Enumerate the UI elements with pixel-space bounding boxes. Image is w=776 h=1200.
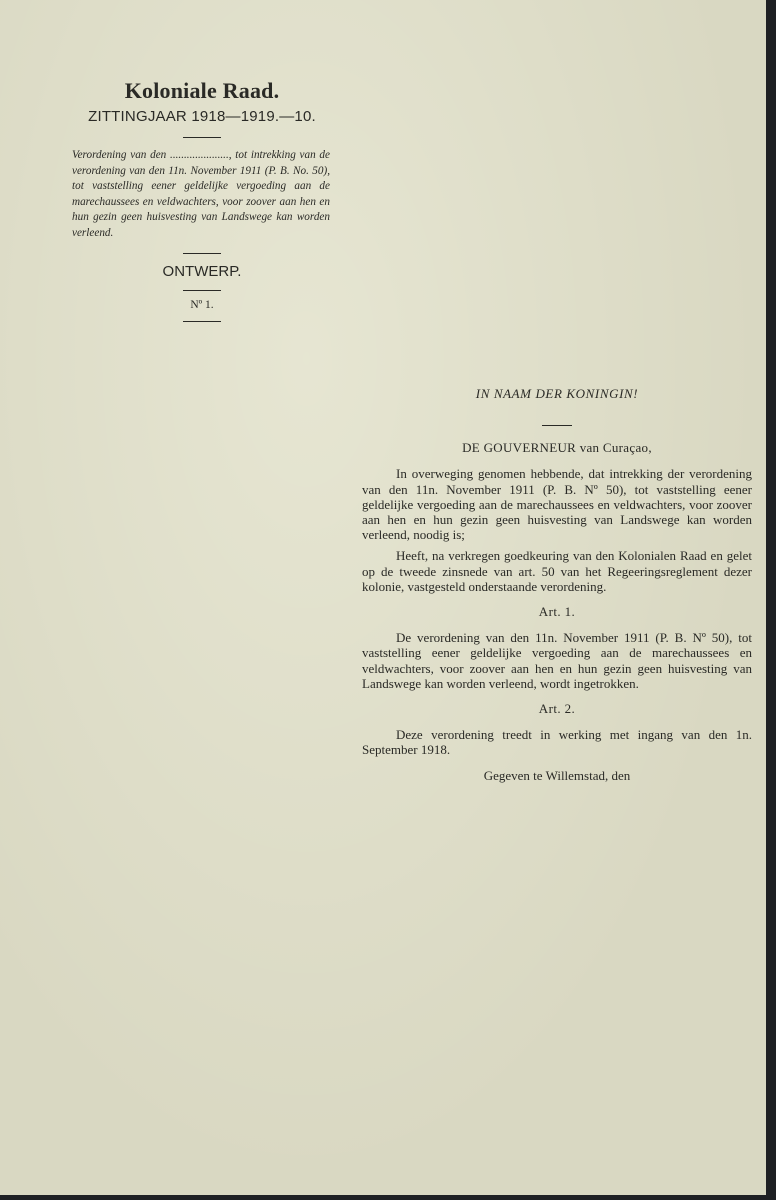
article-heading: Art. 2. <box>538 701 576 717</box>
decree-body <box>362 386 752 783</box>
draft-label: ONTWERP. <box>162 262 242 280</box>
draft-number: Nº 1. <box>190 298 214 311</box>
divider <box>183 290 221 291</box>
divider <box>183 137 221 138</box>
closing-line: Gegeven te Willemstad, den <box>483 767 631 783</box>
article-heading: Art. 1. <box>538 604 576 620</box>
approval-paragraph: Heeft, na verkregen goedkeuring van den Kolonialen Raad en gelet op de tweede zinsnede van art. 50 van het Regeeringsreglement dezer kolonie, vastgesteld onderstaande verordening. <box>362 548 752 594</box>
ordinance-description: Verordening van den ....................., tot intrekking van de verordening van den 11n. November 1911 (P. B. No. 50), tot vaststelling eener geldelijke vergoeding aan de marechaussees en veldwachters, voor zoover aan hen en hun gezin geen huisvesting van Landswege kan worden verleend. <box>72 149 330 239</box>
session-year: ZITTINGJAAR 1918—1919.—10. <box>88 108 316 125</box>
header-column <box>68 78 336 322</box>
divider <box>542 425 572 426</box>
article-text: Deze verordening treedt in werking met ingang van den 1n. September 1918. <box>362 727 752 758</box>
divider <box>183 253 221 254</box>
considering-paragraph: In overweging genomen hebbende, dat intrekking der verordening van den 11n. November 1911 (P. B. Nº 50), tot vaststelling eener geldelijke vergoeding aan de marechaussees en veldwachters, voor zoover aan hen en hun gezin geen huisvesting van Landswege kan worden verleend, noodig is; <box>362 466 752 543</box>
scan-border-right <box>766 0 776 1200</box>
council-title: Koloniale Raad. <box>124 78 280 103</box>
divider <box>183 321 221 322</box>
issuer-line: DE GOUVERNEUR van Curaçao, <box>462 440 652 456</box>
decree-heading: IN NAAM DER KONINGIN! <box>475 386 639 401</box>
scan-border-bottom <box>0 1195 776 1200</box>
article-text: De verordening van den 11n. November 1911 (P. B. Nº 50), tot vaststelling eener geldelijke vergoeding aan de marechaussees en veldwachters, voor zoover aan hen en hun gezin geen huisvesting van Landswege kan worden verleend, wordt ingetrokken. <box>362 630 752 691</box>
